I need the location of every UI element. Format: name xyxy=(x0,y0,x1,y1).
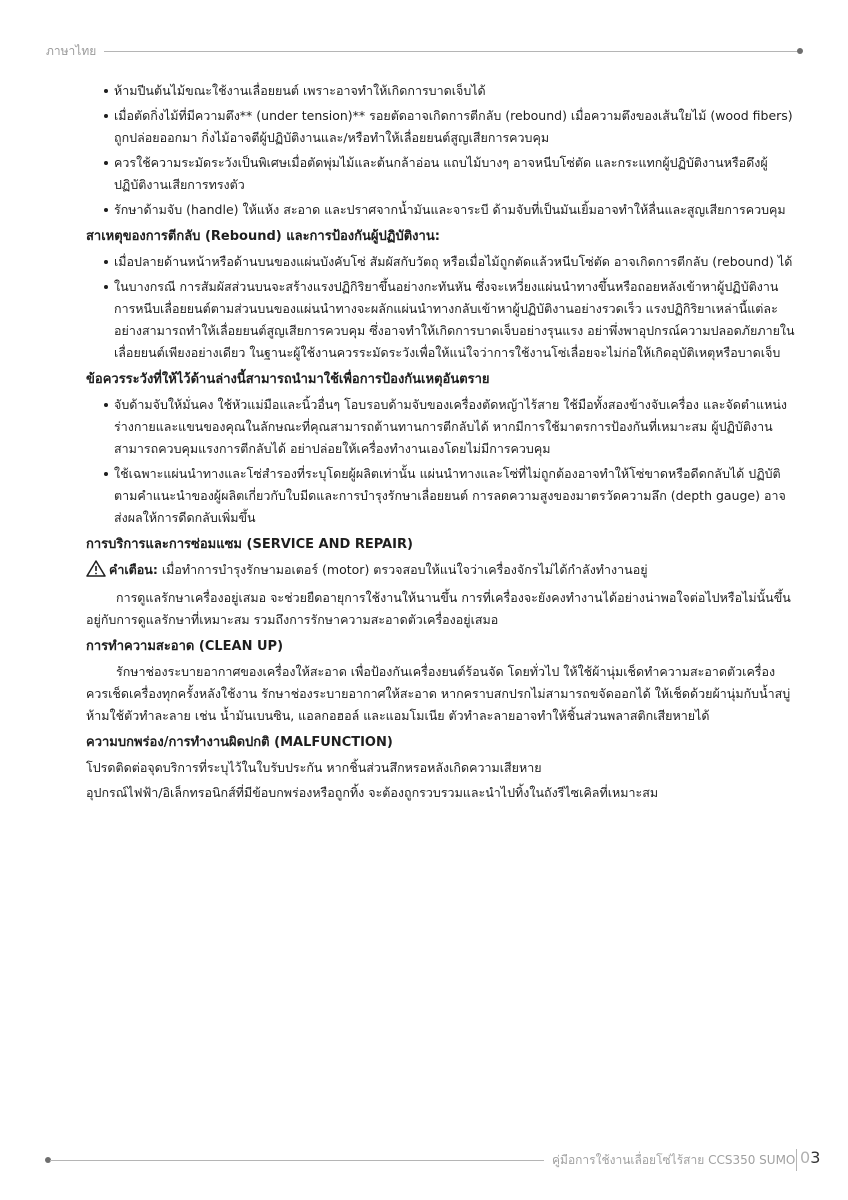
footer-separator xyxy=(796,1149,797,1171)
manual-title: คู่มือการใช้งานเลื่อยโซ่ไร้สาย CCS350 SUMO xyxy=(552,1153,796,1167)
rebound-heading: สาเหตุของการตีกลับ (Rebound) และการป้องกันผู้ปฏิบัติงาน: xyxy=(86,229,440,244)
section1-list xyxy=(86,80,798,221)
list-item: ในบางกรณี การสัมผัสส่วนบนจะสร้างแรงปฏิกิริยาขึ้นอย่างกะทันหัน ซึ่งจะเหวี่ยงแผ่นนำทางขึ้นหรือถอยหลังเข้าหาผู้ปฏิบัติงาน การหนีบเลื่อยยนต์ตามส่วนบนของแผ่นนำทางจะผลักแผ่นนำทางกลับเข้าหาผู้ปฏิบัติงานอย่างรวดเร็ว แรงปฏิกิริยาเหล่านี้แต่ละอย่างสามารถทำให้เลื่อยยนต์สูญเสียการควบคุม ซึ่งอาจทำให้เกิดการบาดเจ็บอย่างรุนแรง อย่าพึ่งพาอุปกรณ์ความปลอดภัยภายในเลื่อยยนต์เพียงอย่างเดียว ในฐานะผู้ใช้งานควรระมัดระวังเพื่อให้แน่ใจว่าการใช้งานโซ่เลื่อยจะไม่ก่อให้เกิดอุบัติเหตุหรือบาดเจ็บ xyxy=(86,276,798,364)
list-item: เมื่อตัดกิ่งไม้ที่มีความตึง** (under tension)** รอยตัดอาจเกิดการตีกลับ (rebound) เมื่อความตึงของเส้นใยไม้ (wood fibers) ถูกปล่อยออกมา กิ่งไม้อาจตีผู้ปฏิบัติงานและ/หรือทำให้เลื่อยยนต์สูญเสียการควบคุม xyxy=(86,105,798,149)
list-item: ใช้เฉพาะแผ่นนำทางและโซ่สำรองที่ระบุโดยผู้ผลิตเท่านั้น แผ่นนำทางและโซ่ที่ไม่ถูกต้องอาจทำให้โซ่ขาดหรือดีดกลับได้ ปฏิบัติตามคำแนะนำของผู้ผลิตเกี่ยวกับใบมีดและการบำรุงรักษาเลื่อยยนต์ การลดความสูงของมาตรวัดความลึก (depth gauge) อาจส่งผลให้การดีดกลับเพิ่มขึ้น xyxy=(86,463,798,529)
malfunction-line-2: อุปกรณ์ไฟฟ้า/อิเล็กทรอนิกส์ที่มีข้อบกพร่องหรือถูกทิ้ง จะต้องถูกรวบรวมและนำไปทิ้งในถังรีไซเคิลที่เหมาะสม xyxy=(86,785,659,800)
service-heading: การบริการและการซ่อมแซม (SERVICE AND REPAIR) xyxy=(86,537,413,552)
rebound-list xyxy=(86,251,798,364)
language-label: ภาษาไทย xyxy=(46,44,97,58)
malfunction-line-1: โปรดติดต่อจุดบริการที่ระบุไว้ในใบรับประกัน หากชิ้นส่วนสึกหรอหลังเกิดความเสียหาย xyxy=(86,760,542,775)
footer-rule xyxy=(50,1160,544,1161)
list-item: เมื่อปลายด้านหน้าหรือด้านบนของแผ่นบังคับโซ่ สัมผัสกับวัตถุ หรือเมื่อไม้ถูกตัดแล้วหนีบโซ่ตัด อาจเกิดการตีกลับ (rebound) ได้ xyxy=(86,251,798,273)
page-number xyxy=(800,1148,820,1167)
malfunction-heading: ความบกพร่อง/การทำงานผิดปกติ (MALFUNCTION) xyxy=(86,735,393,750)
header-rule-dot xyxy=(797,48,803,54)
list-item: ห้ามปีนต้นไม้ขณะใช้งานเลื่อยยนต์ เพราะอาจทำให้เกิดการบาดเจ็บได้ xyxy=(86,80,798,102)
cleanup-heading: การทำความสะอาด (CLEAN UP) xyxy=(86,639,284,654)
header-rule xyxy=(104,51,798,52)
page-number-prefix: 0 xyxy=(800,1148,811,1167)
precautions-heading: ข้อควรระวังที่ให้ไว้ด้านล่างนี้สามารถนำมาใช้เพื่อการป้องกันเหตุอันตราย xyxy=(86,372,490,387)
list-item: ควรใช้ความระมัดระวังเป็นพิเศษเมื่อตัดพุ่มไม้และต้นกล้าอ่อน แถบไม้บางๆ อาจหนีบโซ่ตัด และกระแทกผู้ปฏิบัติงานหรือดึงผู้ปฏิบัติงานเสียการทรงตัว xyxy=(86,152,798,196)
warning-triangle-icon xyxy=(86,560,106,584)
warning-line xyxy=(86,559,798,584)
cleanup-paragraph: รักษาช่องระบายอากาศของเครื่องให้สะอาด เพื่อป้องกันเครื่องยนต์ร้อนจัด โดยทั่วไป ให้ใช้ผ้านุ่มเช็ดทำความสะอาดตัวเครื่อง ควรเช็ดเครื่องทุกครั้งหลังใช้งาน รักษาช่องระบายอากาศให้สะอาด หากคราบสกปรกไม่สามารถขจัดออกได้ ให้เช็ดด้วยผ้านุ่มกับน้ำสบู่ ห้ามใช้ตัวทำละลาย เช่น น้ำมันเบนซิน, แอลกอฮอล์ และแอมโมเนีย ตัวทำละลายอาจทำให้ชิ้นส่วนพลาสติกเสียหายได้ xyxy=(86,664,791,723)
page-number-last: 3 xyxy=(810,1148,821,1167)
warning-text: เมื่อทำการบำรุงรักษามอเตอร์ (motor) ตรวจสอบให้แน่ใจว่าเครื่องจักรไม่ได้กำลังทำงานอยู่ xyxy=(161,562,648,577)
page-content xyxy=(86,80,798,807)
service-paragraph: การดูแลรักษาเครื่องอยู่เสมอ จะช่วยยืดอายุการใช้งานให้นานขึ้น การที่เครื่องจะยังคงทำงานได้อย่างน่าพอใจต่อไปหรือไม่นั้นขึ้นอยู่กับการดูแลรักษาที่เหมาะสม รวมถึงการรักษาความสะอาดตัวเครื่องอยู่เสมอ xyxy=(86,590,791,627)
warning-label: คำเตือน: xyxy=(109,562,158,577)
precautions-list xyxy=(86,394,798,529)
list-item: รักษาด้ามจับ (handle) ให้แห้ง สะอาด และปราศจากน้ำมันและจาระบี ด้ามจับที่เป็นมันเยิ้มอาจทำให้ลื่นและสูญเสียการควบคุม xyxy=(86,199,798,221)
list-item: จับด้ามจับให้มั่นคง ใช้หัวแม่มือและนิ้วอื่นๆ โอบรอบด้ามจับของเครื่องตัดหญ้าไร้สาย ใช้มือทั้งสองข้างจับเครื่อง และจัดตำแหน่งร่างกายและแขนของคุณในลักษณะที่คุณสามารถต้านทานการตีกลับได้ หากมีการใช้มาตรการป้องกันที่เหมาะสม ผู้ปฏิบัติงานสามารถควบคุมแรงการตีกลับได้ อย่าปล่อยให้เครื่องทำงานเองโดยไม่มีการควบคุม xyxy=(86,394,798,460)
